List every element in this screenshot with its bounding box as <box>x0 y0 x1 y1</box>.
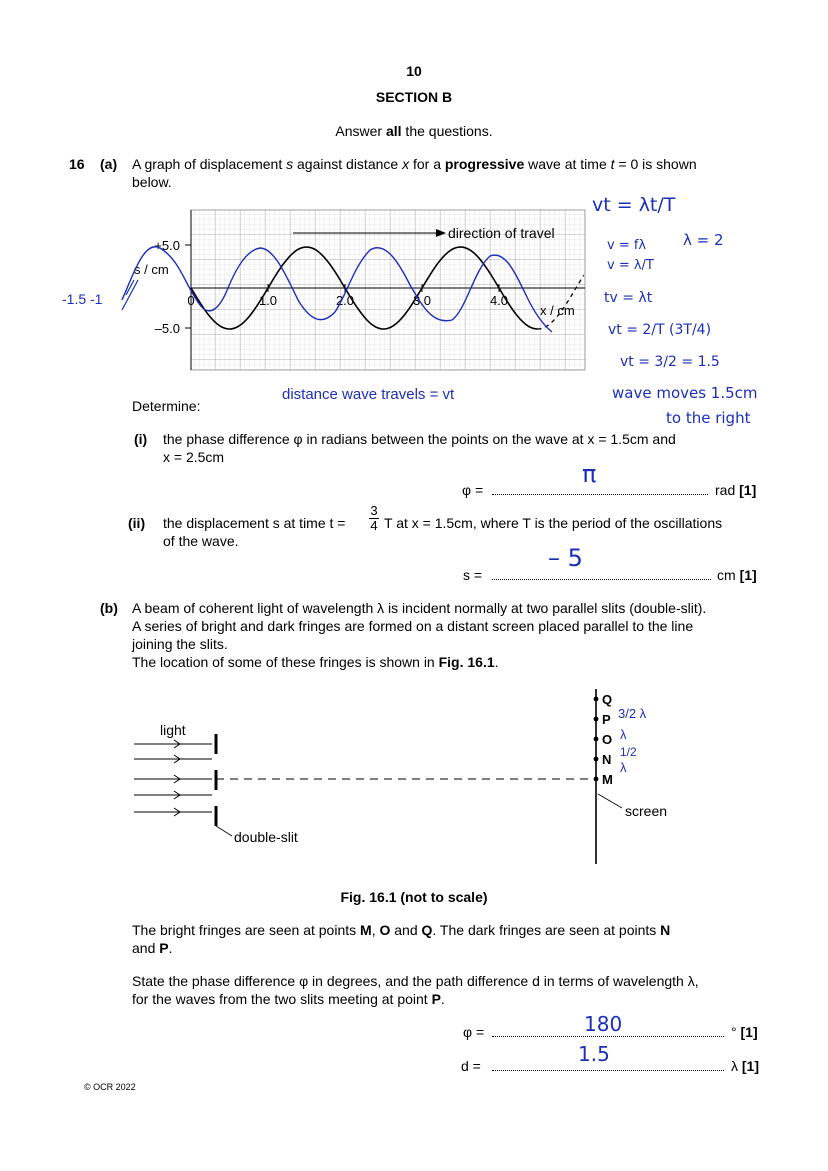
screen-leader <box>598 794 622 808</box>
y-max-label: +5.0 <box>154 238 180 253</box>
x-tick-label: 1.0 <box>258 293 278 308</box>
x-tick-label: 3.0 <box>412 293 432 308</box>
s-answer-unit: cm [1] <box>717 567 757 583</box>
fringe-point-dot <box>594 737 599 742</box>
part-ii-label: (ii) <box>128 515 146 531</box>
fringe-point-label: O <box>602 732 613 747</box>
fringe-point-label: N <box>602 752 612 767</box>
hand-v-eq-lambda-T: v = λ/T <box>607 258 654 273</box>
part-b-stem: A beam of coherent light of wavelength λ is incident normally at two parallel slits (double-slit). A series of bright and dark fringes are formed on a distant screen placed parallel to the line joining the slits. The location of some of these fringes is shown in Fig. 16.1. <box>132 600 707 670</box>
double-slit-label: double-slit <box>234 829 298 845</box>
x-tick-label: 0 <box>187 293 195 308</box>
instruction: Answer all the questions. <box>335 123 493 139</box>
hand-vt-result: vt = 3/2 = 1.5 <box>620 354 720 370</box>
wave-graph <box>60 200 600 380</box>
phase-answer-prefix: φ = <box>462 482 484 498</box>
state-question-text: State the phase difference φ in degrees, and the path difference d in terms of wavelength λ, for the waves from the two slits meeting at point P. <box>132 973 699 1007</box>
fringe-point-dot <box>594 757 599 762</box>
x-tick-label: 4.0 <box>489 293 509 308</box>
hand-phase-answer: π <box>582 460 597 488</box>
light-label: light <box>160 722 186 738</box>
figure-caption: Fig. 16.1 (not to scale) <box>340 889 488 905</box>
hand-v-eq-flambda: v = fλ <box>607 238 647 253</box>
part-a-label: (a) <box>100 156 118 172</box>
phi-answer-unit: ° [1] <box>731 1024 758 1040</box>
hand-fringe-note-1: 3/2 λ <box>618 706 647 721</box>
part-ii-text-pre: the displacement s at time t = <box>163 515 346 531</box>
part-b-label: (b) <box>100 600 118 616</box>
part-i-label: (i) <box>134 431 148 447</box>
fraction: 3 4 <box>370 503 378 533</box>
fringe-point-label: Q <box>602 692 613 707</box>
hand-tv-eq: tv = λt <box>604 290 653 306</box>
phi-answer-prefix: φ = <box>463 1024 485 1040</box>
hand-wave-moves: wave moves 1.5cm <box>612 384 758 402</box>
fringe-point-dot <box>594 777 599 782</box>
hand-formula-1: vt = λt/T <box>592 194 676 216</box>
phase-answer-unit: rad [1] <box>715 482 757 498</box>
fringe-point-dot <box>594 717 599 722</box>
distance-note: distance wave travels = vt <box>282 386 455 403</box>
hand-vt-frac: vt = 2/T (3T/4) <box>608 322 712 338</box>
determine-label: Determine: <box>132 398 201 414</box>
hand-phi-deg-answer: 180 <box>584 1012 623 1036</box>
s-answer-prefix: s = <box>463 567 483 583</box>
hand-fringe-note-3: 1/2 <box>620 745 637 759</box>
d-answer-line[interactable] <box>492 1070 724 1071</box>
hand-d-answer: 1.5 <box>578 1042 610 1066</box>
bright-fringes-text: The bright fringes are seen at points M, O and Q. The dark fringes are seen at points N and P. <box>132 922 671 956</box>
part-a-stem: A graph of displacement s against distance x for a progressive wave at time t = 0 is shown below. <box>132 156 697 190</box>
d-answer-unit: λ [1] <box>731 1058 760 1074</box>
light-rays <box>134 740 212 816</box>
page-number: 10 <box>406 63 422 79</box>
x-tick-label: 2.0 <box>335 293 355 308</box>
section-title: SECTION B <box>375 89 453 105</box>
phase-answer-line[interactable] <box>492 494 708 495</box>
y-min-label: –5.0 <box>154 321 180 336</box>
hand-to-the-right: to the right <box>666 409 751 427</box>
hand-graph-ticks: -1.5 -1 <box>62 291 103 307</box>
hand-fringe-note-4: λ <box>620 760 627 775</box>
fringe-point-label: M <box>602 772 613 787</box>
x-axis-label: x / cm <box>540 303 575 318</box>
copyright: © OCR 2022 <box>84 1082 136 1092</box>
part-i-text: the phase difference φ in radians between the points on the wave at x = 1.5cm and x = 2.5cm <box>163 431 676 465</box>
question-number: 16 <box>69 156 85 172</box>
y-axis-label: s / cm <box>134 262 169 277</box>
direction-label: direction of travel <box>448 225 555 241</box>
phi-answer-line[interactable] <box>492 1036 724 1037</box>
fringe-point-dot <box>594 697 599 702</box>
double-slit-diagram <box>120 684 680 869</box>
screen-label: screen <box>625 803 668 819</box>
hand-fringe-note-2: λ <box>620 727 627 742</box>
double-slit-leader <box>216 826 232 836</box>
d-answer-prefix: d = <box>461 1058 481 1074</box>
hand-s-answer: – 5 <box>548 544 583 572</box>
hand-lambda-eq: λ = 2 <box>683 231 724 249</box>
s-answer-line[interactable] <box>492 579 711 580</box>
part-ii-line2: of the wave. <box>163 533 239 549</box>
fringe-point-label: P <box>602 712 611 727</box>
part-ii-text-post: T at x = 1.5cm, where T is the period of the oscillations <box>384 515 723 531</box>
